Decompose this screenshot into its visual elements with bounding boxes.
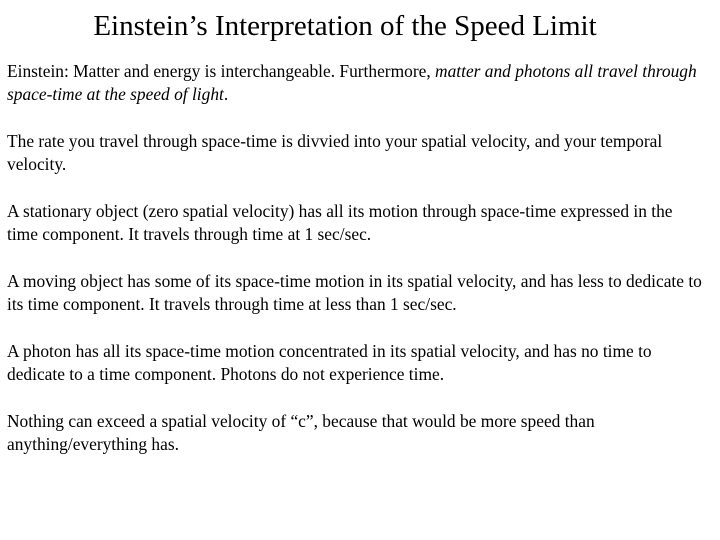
paragraph-moving-object: A moving object has some of its space-time motion in its spatial velocity, and has less to dedicate to its time component. It travels through time at less than 1 sec/sec. bbox=[7, 271, 702, 314]
emphasized-text: matter and photons all travel through space-time at the speed of light bbox=[7, 61, 697, 104]
paragraph-einstein-statement bbox=[7, 60, 707, 106]
paragraph-spacetime-rate: The rate you travel through space-time is divvied into your spatial velocity, and your temporal velocity. bbox=[7, 131, 663, 174]
slide-title: Einstein’s Interpretation of the Speed Limit bbox=[93, 10, 597, 42]
paragraph-text: Einstein: Matter and energy is interchangeable. Furthermore, bbox=[7, 61, 436, 81]
paragraph-text: . bbox=[223, 84, 229, 104]
slide-body bbox=[7, 60, 707, 456]
paragraph-photon: A photon has all its space-time motion concentrated in its spatial velocity, and has no time to dedicate to a time component. Photons do not experience time. bbox=[7, 341, 652, 384]
paragraph-stationary-object: A stationary object (zero spatial velocity) has all its motion through space-time expressed in the time component. It travels through time at 1 sec/sec. bbox=[7, 201, 673, 244]
paragraph-speed-limit: Nothing can exceed a spatial velocity of “c”, because that would be more speed than anything/everything has. bbox=[7, 411, 595, 454]
